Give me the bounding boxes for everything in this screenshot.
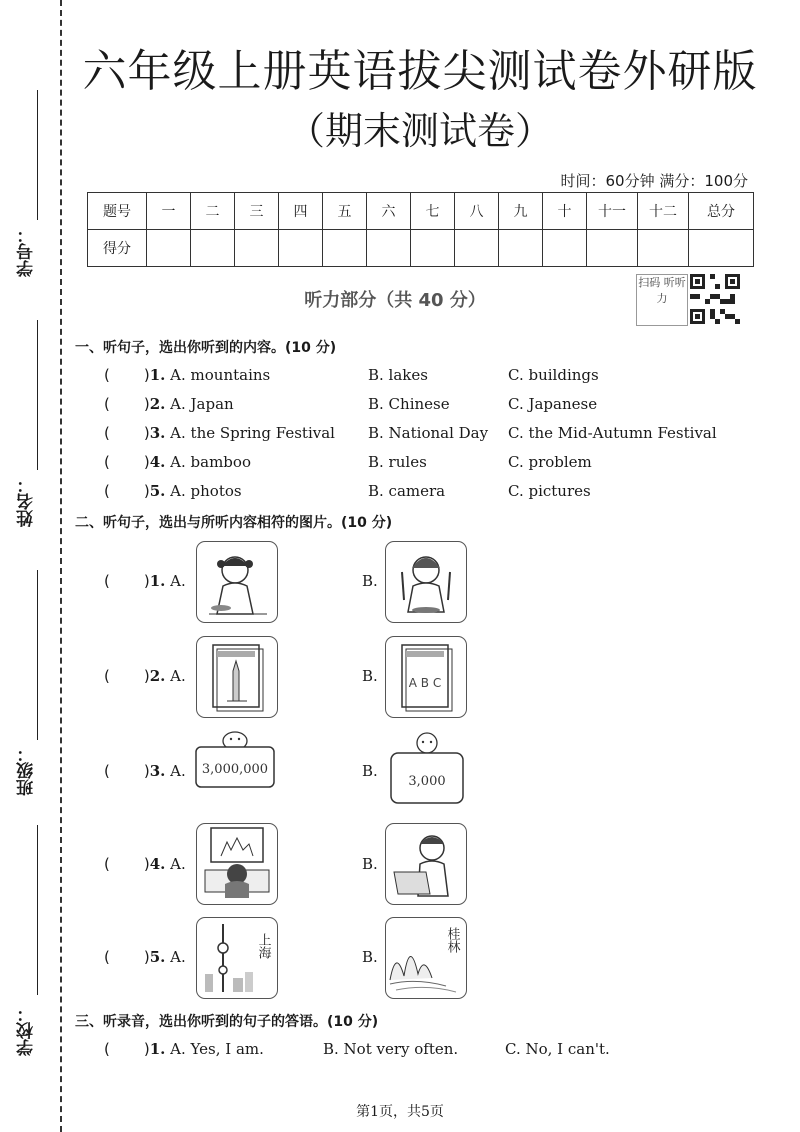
page-number: 第1页，共5页 xyxy=(356,1104,444,1120)
score-col: 七 xyxy=(411,193,455,230)
s1-q4: ( )4. A. bamboo xyxy=(104,453,251,471)
option-c: C. the Mid-Autumn Festival xyxy=(508,424,717,442)
s1-q1: ( )1. A. mountains xyxy=(104,366,271,384)
sign-b-text: 3,000 xyxy=(408,774,446,789)
school-line xyxy=(37,825,38,995)
s3-q1: ( )1. A. Yes, I am. xyxy=(104,1040,264,1058)
score-col: 六 xyxy=(367,193,411,230)
book-abc-picture[interactable] xyxy=(385,636,467,718)
s1-q2: ( )2. A. Japan xyxy=(104,395,234,413)
score-row1-label: 题号 xyxy=(88,193,147,230)
score-cell[interactable] xyxy=(411,230,455,267)
s2-q4-b-label: B. xyxy=(362,855,378,873)
score-col: 四 xyxy=(279,193,323,230)
score-cell[interactable] xyxy=(499,230,543,267)
score-col: 十一 xyxy=(587,193,638,230)
score-cell[interactable] xyxy=(587,230,638,267)
option-b: B. Not very often. xyxy=(323,1040,459,1058)
school-label: 学校： xyxy=(17,1005,37,1056)
shanghai-picture[interactable] xyxy=(196,917,278,999)
score-cell[interactable] xyxy=(689,230,754,267)
score-table xyxy=(87,192,754,267)
name-label: 姓名： xyxy=(17,476,37,527)
s2-q3-b-label: B. xyxy=(362,762,378,780)
sign-a-text: 3,000,000 xyxy=(201,762,269,777)
option-a: A. the Spring Festival xyxy=(170,424,335,442)
option-a: A. bamboo xyxy=(170,453,251,471)
score-col: 五 xyxy=(323,193,367,230)
qr-code-icon[interactable] xyxy=(690,274,740,324)
class-label: 班级： xyxy=(17,745,37,796)
score-col: 八 xyxy=(455,193,499,230)
option-c: C. problem xyxy=(508,453,592,471)
option-c: C. Japanese xyxy=(508,395,598,413)
option-b: B. Chinese xyxy=(368,395,450,413)
score-col: 三 xyxy=(235,193,279,230)
s2-q5-b-label: B. xyxy=(362,948,378,966)
s2-q2: ( )2. A. xyxy=(104,667,186,685)
option-a: A. Yes, I am. xyxy=(170,1040,264,1058)
option-a: A. Japan xyxy=(170,395,234,413)
s2-q4: ( )4. A. xyxy=(104,855,186,873)
boy-laptop-picture[interactable] xyxy=(385,823,467,905)
score-cell[interactable] xyxy=(638,230,689,267)
score-col: 十二 xyxy=(638,193,689,230)
sign-3000000-picture[interactable] xyxy=(193,727,277,811)
section2-title: 二、听句子，选出与所听内容相符的图片。(10 分) xyxy=(75,515,393,531)
option-c: C. No, I can't. xyxy=(505,1040,610,1058)
score-cell[interactable] xyxy=(455,230,499,267)
page-title: 六年级上册英语拔尖测试卷外研版 xyxy=(82,46,758,97)
book-big-ben-picture[interactable] xyxy=(196,636,278,718)
shanghai-text: 上海 xyxy=(255,933,271,959)
sign-3000-picture[interactable] xyxy=(385,727,469,811)
class-line xyxy=(37,570,38,740)
guilin-text: 桂林 xyxy=(444,927,460,953)
option-b: B. camera xyxy=(368,482,446,500)
option-b: B. rules xyxy=(368,453,427,471)
score-cell[interactable] xyxy=(543,230,587,267)
binding-dash-line xyxy=(60,0,62,1132)
score-cell[interactable] xyxy=(279,230,323,267)
option-c: C. buildings xyxy=(508,366,599,384)
option-c: C. pictures xyxy=(508,482,591,500)
score-cell[interactable] xyxy=(235,230,279,267)
s1-q3: ( )3. A. the Spring Festival xyxy=(104,424,335,442)
section3-title: 三、听录音，选出你听到的句子的答语。(10 分) xyxy=(75,1014,379,1030)
score-col: 二 xyxy=(191,193,235,230)
s2-q3: ( )3. A. xyxy=(104,762,186,780)
girl-knife-fork-picture[interactable] xyxy=(385,541,467,623)
page-subtitle: （期末测试卷） xyxy=(286,109,553,153)
score-table-score-row xyxy=(88,230,754,267)
book-abc-text: A B C xyxy=(408,676,442,690)
s2-q5: ( )5. A. xyxy=(104,948,186,966)
score-row2-label: 得分 xyxy=(88,230,147,267)
time-info: 时间：60分钟 满分：100分 xyxy=(560,172,748,190)
girl-watching-tv-picture[interactable] xyxy=(196,823,278,905)
score-cell[interactable] xyxy=(323,230,367,267)
score-col: 九 xyxy=(499,193,543,230)
s2-q1-b-label: B. xyxy=(362,572,378,590)
score-table-header-row xyxy=(88,193,754,230)
section1-title: 一、听句子，选出你听到的内容。(10 分) xyxy=(75,340,337,356)
score-col: 十 xyxy=(543,193,587,230)
name-line xyxy=(37,320,38,470)
option-a: A. photos xyxy=(170,482,242,500)
option-b: B. National Day xyxy=(368,424,489,442)
qr-label: 扫码 听听力 xyxy=(636,274,688,326)
student-id-label: 学号： xyxy=(17,226,37,277)
score-cell[interactable] xyxy=(367,230,411,267)
s1-q5: ( )5. A. photos xyxy=(104,482,242,500)
option-a: A. mountains xyxy=(170,366,271,384)
score-cell[interactable] xyxy=(147,230,191,267)
score-col: 一 xyxy=(147,193,191,230)
girl-eating-picture[interactable] xyxy=(196,541,278,623)
guilin-picture[interactable] xyxy=(385,917,467,999)
s2-q2-b-label: B. xyxy=(362,667,378,685)
listening-heading: 听力部分（共 40 分） xyxy=(304,290,486,311)
score-cell[interactable] xyxy=(191,230,235,267)
s2-q1: ( )1. A. xyxy=(104,572,186,590)
score-col: 总分 xyxy=(689,193,754,230)
option-b: B. lakes xyxy=(368,366,428,384)
